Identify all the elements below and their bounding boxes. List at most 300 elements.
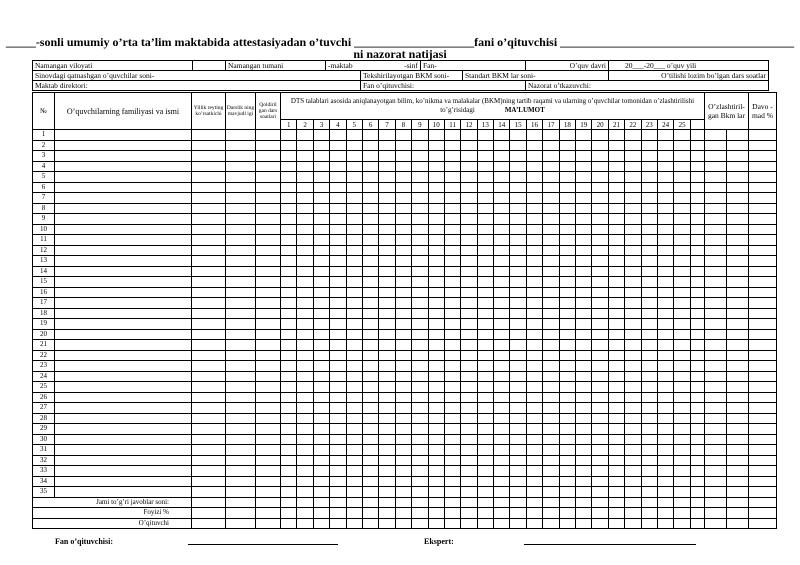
- entry-cell[interactable]: [576, 203, 592, 214]
- entry-cell[interactable]: [330, 487, 346, 498]
- entry-cell[interactable]: [625, 403, 641, 414]
- entry-cell[interactable]: [494, 172, 510, 183]
- entry-cell[interactable]: [543, 476, 559, 487]
- entry-cell[interactable]: [428, 151, 444, 162]
- entry-cell[interactable]: [412, 256, 428, 267]
- entry-cell[interactable]: [362, 487, 378, 498]
- entry-cell[interactable]: [559, 350, 575, 361]
- entry-cell[interactable]: [281, 266, 297, 277]
- summary-cell[interactable]: [461, 518, 477, 529]
- summary-cell[interactable]: [690, 497, 704, 508]
- entry-cell[interactable]: [313, 308, 329, 319]
- entry-cell[interactable]: [576, 287, 592, 298]
- entry-cell[interactable]: [297, 308, 313, 319]
- entry-cell[interactable]: [625, 287, 641, 298]
- entry-cell[interactable]: [510, 203, 526, 214]
- entry-cell[interactable]: [641, 308, 657, 319]
- entry-cell[interactable]: [657, 214, 673, 225]
- entry-cell[interactable]: [559, 382, 575, 393]
- entry-cell[interactable]: [494, 308, 510, 319]
- entry-cell[interactable]: [330, 266, 346, 277]
- summary-cell[interactable]: [526, 497, 542, 508]
- entry-cell[interactable]: [748, 350, 776, 361]
- entry-cell[interactable]: [444, 371, 460, 382]
- entry-cell[interactable]: [256, 161, 281, 172]
- entry-cell[interactable]: [726, 455, 748, 466]
- entry-cell[interactable]: [526, 319, 542, 330]
- entry-cell[interactable]: [226, 172, 256, 183]
- entry-cell[interactable]: [526, 161, 542, 172]
- summary-cell[interactable]: [704, 518, 726, 529]
- entry-cell[interactable]: [748, 140, 776, 151]
- entry-cell[interactable]: [395, 413, 411, 424]
- entry-cell[interactable]: [346, 277, 362, 288]
- entry-cell[interactable]: [192, 434, 226, 445]
- entry-cell[interactable]: [641, 277, 657, 288]
- entry-cell[interactable]: [674, 308, 690, 319]
- entry-cell[interactable]: [444, 361, 460, 372]
- entry-cell[interactable]: [330, 298, 346, 309]
- entry-cell[interactable]: [592, 434, 608, 445]
- entry-cell[interactable]: [748, 424, 776, 435]
- entry-cell[interactable]: [748, 151, 776, 162]
- entry-cell[interactable]: [281, 277, 297, 288]
- entry-cell[interactable]: [726, 203, 748, 214]
- summary-cell[interactable]: [226, 508, 256, 519]
- entry-cell[interactable]: [543, 277, 559, 288]
- entry-cell[interactable]: [330, 413, 346, 424]
- entry-cell[interactable]: [641, 319, 657, 330]
- summary-cell[interactable]: [726, 497, 748, 508]
- entry-cell[interactable]: [297, 487, 313, 498]
- entry-cell[interactable]: [412, 340, 428, 351]
- entry-cell[interactable]: [55, 172, 192, 183]
- entry-cell[interactable]: [543, 487, 559, 498]
- entry-cell[interactable]: [592, 476, 608, 487]
- entry-cell[interactable]: [748, 319, 776, 330]
- entry-cell[interactable]: [748, 193, 776, 204]
- entry-cell[interactable]: [362, 224, 378, 235]
- entry-cell[interactable]: [444, 340, 460, 351]
- entry-cell[interactable]: [428, 455, 444, 466]
- entry-cell[interactable]: [346, 308, 362, 319]
- entry-cell[interactable]: [592, 224, 608, 235]
- entry-cell[interactable]: [543, 245, 559, 256]
- entry-cell[interactable]: [641, 193, 657, 204]
- entry-cell[interactable]: [379, 403, 395, 414]
- summary-cell[interactable]: [592, 497, 608, 508]
- entry-cell[interactable]: [625, 434, 641, 445]
- entry-cell[interactable]: [657, 445, 673, 456]
- entry-cell[interactable]: [690, 350, 704, 361]
- entry-cell[interactable]: [346, 392, 362, 403]
- entry-cell[interactable]: [55, 298, 192, 309]
- summary-cell[interactable]: [461, 508, 477, 519]
- entry-cell[interactable]: [313, 182, 329, 193]
- entry-cell[interactable]: [674, 340, 690, 351]
- entry-cell[interactable]: [256, 329, 281, 340]
- entry-cell[interactable]: [428, 382, 444, 393]
- entry-cell[interactable]: [330, 319, 346, 330]
- summary-cell[interactable]: [395, 508, 411, 519]
- entry-cell[interactable]: [297, 382, 313, 393]
- entry-cell[interactable]: [559, 161, 575, 172]
- entry-cell[interactable]: [428, 413, 444, 424]
- summary-cell[interactable]: [297, 518, 313, 529]
- entry-cell[interactable]: [256, 193, 281, 204]
- entry-cell[interactable]: [608, 266, 624, 277]
- entry-cell[interactable]: [297, 130, 313, 141]
- entry-cell[interactable]: [559, 487, 575, 498]
- entry-cell[interactable]: [576, 151, 592, 162]
- entry-cell[interactable]: [559, 203, 575, 214]
- entry-cell[interactable]: [412, 203, 428, 214]
- entry-cell[interactable]: [543, 455, 559, 466]
- entry-cell[interactable]: [494, 298, 510, 309]
- entry-cell[interactable]: [395, 298, 411, 309]
- summary-cell[interactable]: [674, 508, 690, 519]
- entry-cell[interactable]: [379, 434, 395, 445]
- summary-cell[interactable]: [559, 497, 575, 508]
- entry-cell[interactable]: [641, 140, 657, 151]
- entry-cell[interactable]: [704, 266, 726, 277]
- entry-cell[interactable]: [281, 203, 297, 214]
- entry-cell[interactable]: [494, 319, 510, 330]
- entry-cell[interactable]: [510, 193, 526, 204]
- entry-cell[interactable]: [592, 130, 608, 141]
- entry-cell[interactable]: [346, 455, 362, 466]
- entry-cell[interactable]: [494, 382, 510, 393]
- entry-cell[interactable]: [657, 434, 673, 445]
- entry-cell[interactable]: [674, 319, 690, 330]
- entry-cell[interactable]: [726, 214, 748, 225]
- entry-cell[interactable]: [690, 298, 704, 309]
- entry-cell[interactable]: [526, 193, 542, 204]
- entry-cell[interactable]: [313, 371, 329, 382]
- entry-cell[interactable]: [346, 193, 362, 204]
- entry-cell[interactable]: [428, 214, 444, 225]
- entry-cell[interactable]: [256, 466, 281, 477]
- entry-cell[interactable]: [510, 140, 526, 151]
- entry-cell[interactable]: [297, 340, 313, 351]
- entry-cell[interactable]: [657, 161, 673, 172]
- entry-cell[interactable]: [330, 235, 346, 246]
- entry-cell[interactable]: [526, 340, 542, 351]
- entry-cell[interactable]: [494, 455, 510, 466]
- entry-cell[interactable]: [510, 413, 526, 424]
- entry-cell[interactable]: [494, 266, 510, 277]
- entry-cell[interactable]: [510, 476, 526, 487]
- entry-cell[interactable]: [625, 214, 641, 225]
- entry-cell[interactable]: [226, 466, 256, 477]
- entry-cell[interactable]: [362, 308, 378, 319]
- entry-cell[interactable]: [281, 140, 297, 151]
- entry-cell[interactable]: [461, 287, 477, 298]
- entry-cell[interactable]: [477, 434, 493, 445]
- entry-cell[interactable]: [704, 487, 726, 498]
- entry-cell[interactable]: [559, 445, 575, 456]
- entry-cell[interactable]: [395, 193, 411, 204]
- entry-cell[interactable]: [657, 403, 673, 414]
- entry-cell[interactable]: [477, 361, 493, 372]
- entry-cell[interactable]: [428, 161, 444, 172]
- entry-cell[interactable]: [330, 434, 346, 445]
- entry-cell[interactable]: [704, 203, 726, 214]
- summary-cell[interactable]: [559, 508, 575, 519]
- entry-cell[interactable]: [748, 182, 776, 193]
- entry-cell[interactable]: [592, 403, 608, 414]
- entry-cell[interactable]: [543, 224, 559, 235]
- entry-cell[interactable]: [256, 487, 281, 498]
- entry-cell[interactable]: [608, 203, 624, 214]
- entry-cell[interactable]: [704, 140, 726, 151]
- entry-cell[interactable]: [543, 182, 559, 193]
- entry-cell[interactable]: [592, 140, 608, 151]
- entry-cell[interactable]: [592, 371, 608, 382]
- summary-cell[interactable]: [576, 508, 592, 519]
- entry-cell[interactable]: [281, 256, 297, 267]
- entry-cell[interactable]: [510, 466, 526, 477]
- summary-cell[interactable]: [608, 508, 624, 519]
- entry-cell[interactable]: [461, 277, 477, 288]
- entry-cell[interactable]: [313, 298, 329, 309]
- entry-cell[interactable]: [346, 214, 362, 225]
- entry-cell[interactable]: [690, 140, 704, 151]
- entry-cell[interactable]: [444, 151, 460, 162]
- entry-cell[interactable]: [543, 445, 559, 456]
- entry-cell[interactable]: [477, 382, 493, 393]
- entry-cell[interactable]: [526, 455, 542, 466]
- summary-cell[interactable]: [510, 508, 526, 519]
- entry-cell[interactable]: [510, 214, 526, 225]
- summary-cell[interactable]: [526, 508, 542, 519]
- entry-cell[interactable]: [379, 413, 395, 424]
- entry-cell[interactable]: [444, 445, 460, 456]
- entry-cell[interactable]: [362, 392, 378, 403]
- entry-cell[interactable]: [281, 350, 297, 361]
- entry-cell[interactable]: [313, 403, 329, 414]
- entry-cell[interactable]: [226, 413, 256, 424]
- entry-cell[interactable]: [657, 466, 673, 477]
- entry-cell[interactable]: [690, 361, 704, 372]
- entry-cell[interactable]: [226, 424, 256, 435]
- entry-cell[interactable]: [362, 413, 378, 424]
- entry-cell[interactable]: [281, 371, 297, 382]
- entry-cell[interactable]: [494, 130, 510, 141]
- entry-cell[interactable]: [395, 182, 411, 193]
- entry-cell[interactable]: [412, 445, 428, 456]
- entry-cell[interactable]: [346, 434, 362, 445]
- entry-cell[interactable]: [330, 140, 346, 151]
- entry-cell[interactable]: [641, 298, 657, 309]
- entry-cell[interactable]: [412, 161, 428, 172]
- summary-cell[interactable]: [510, 497, 526, 508]
- summary-cell[interactable]: [576, 518, 592, 529]
- entry-cell[interactable]: [748, 476, 776, 487]
- entry-cell[interactable]: [444, 382, 460, 393]
- entry-cell[interactable]: [192, 224, 226, 235]
- entry-cell[interactable]: [412, 371, 428, 382]
- entry-cell[interactable]: [559, 151, 575, 162]
- entry-cell[interactable]: [55, 277, 192, 288]
- entry-cell[interactable]: [625, 340, 641, 351]
- entry-cell[interactable]: [510, 434, 526, 445]
- entry-cell[interactable]: [461, 151, 477, 162]
- entry-cell[interactable]: [625, 445, 641, 456]
- entry-cell[interactable]: [477, 371, 493, 382]
- entry-cell[interactable]: [330, 350, 346, 361]
- entry-cell[interactable]: [346, 203, 362, 214]
- entry-cell[interactable]: [313, 193, 329, 204]
- entry-cell[interactable]: [494, 151, 510, 162]
- entry-cell[interactable]: [510, 287, 526, 298]
- entry-cell[interactable]: [444, 413, 460, 424]
- entry-cell[interactable]: [494, 392, 510, 403]
- entry-cell[interactable]: [510, 266, 526, 277]
- entry-cell[interactable]: [625, 266, 641, 277]
- entry-cell[interactable]: [608, 151, 624, 162]
- entry-cell[interactable]: [559, 214, 575, 225]
- entry-cell[interactable]: [726, 371, 748, 382]
- entry-cell[interactable]: [477, 224, 493, 235]
- entry-cell[interactable]: [297, 140, 313, 151]
- entry-cell[interactable]: [281, 455, 297, 466]
- entry-cell[interactable]: [461, 350, 477, 361]
- entry-cell[interactable]: [576, 466, 592, 477]
- entry-cell[interactable]: [55, 361, 192, 372]
- entry-cell[interactable]: [297, 277, 313, 288]
- entry-cell[interactable]: [55, 193, 192, 204]
- entry-cell[interactable]: [690, 308, 704, 319]
- entry-cell[interactable]: [657, 487, 673, 498]
- entry-cell[interactable]: [428, 193, 444, 204]
- entry-cell[interactable]: [192, 193, 226, 204]
- entry-cell[interactable]: [412, 466, 428, 477]
- entry-cell[interactable]: [412, 487, 428, 498]
- entry-cell[interactable]: [494, 161, 510, 172]
- entry-cell[interactable]: [576, 256, 592, 267]
- entry-cell[interactable]: [608, 466, 624, 477]
- entry-cell[interactable]: [379, 256, 395, 267]
- entry-cell[interactable]: [313, 455, 329, 466]
- entry-cell[interactable]: [592, 245, 608, 256]
- entry-cell[interactable]: [297, 266, 313, 277]
- entry-cell[interactable]: [559, 424, 575, 435]
- entry-cell[interactable]: [748, 413, 776, 424]
- entry-cell[interactable]: [674, 382, 690, 393]
- entry-cell[interactable]: [726, 445, 748, 456]
- entry-cell[interactable]: [608, 277, 624, 288]
- entry-cell[interactable]: [412, 361, 428, 372]
- entry-cell[interactable]: [477, 287, 493, 298]
- entry-cell[interactable]: [674, 151, 690, 162]
- entry-cell[interactable]: [55, 434, 192, 445]
- summary-cell[interactable]: [297, 508, 313, 519]
- entry-cell[interactable]: [256, 340, 281, 351]
- entry-cell[interactable]: [428, 466, 444, 477]
- entry-cell[interactable]: [657, 140, 673, 151]
- entry-cell[interactable]: [592, 308, 608, 319]
- entry-cell[interactable]: [297, 424, 313, 435]
- entry-cell[interactable]: [362, 266, 378, 277]
- entry-cell[interactable]: [444, 256, 460, 267]
- entry-cell[interactable]: [592, 392, 608, 403]
- entry-cell[interactable]: [444, 235, 460, 246]
- entry-cell[interactable]: [55, 287, 192, 298]
- entry-cell[interactable]: [726, 130, 748, 141]
- entry-cell[interactable]: [395, 466, 411, 477]
- entry-cell[interactable]: [412, 287, 428, 298]
- entry-cell[interactable]: [55, 235, 192, 246]
- entry-cell[interactable]: [477, 235, 493, 246]
- entry-cell[interactable]: [674, 455, 690, 466]
- entry-cell[interactable]: [444, 245, 460, 256]
- entry-cell[interactable]: [592, 424, 608, 435]
- entry-cell[interactable]: [625, 392, 641, 403]
- entry-cell[interactable]: [576, 350, 592, 361]
- entry-cell[interactable]: [428, 277, 444, 288]
- entry-cell[interactable]: [726, 140, 748, 151]
- entry-cell[interactable]: [510, 424, 526, 435]
- entry-cell[interactable]: [526, 403, 542, 414]
- entry-cell[interactable]: [461, 130, 477, 141]
- entry-cell[interactable]: [461, 182, 477, 193]
- entry-cell[interactable]: [543, 151, 559, 162]
- entry-cell[interactable]: [346, 382, 362, 393]
- entry-cell[interactable]: [313, 466, 329, 477]
- entry-cell[interactable]: [379, 329, 395, 340]
- entry-cell[interactable]: [428, 319, 444, 330]
- entry-cell[interactable]: [559, 329, 575, 340]
- entry-cell[interactable]: [362, 256, 378, 267]
- entry-cell[interactable]: [576, 361, 592, 372]
- entry-cell[interactable]: [608, 329, 624, 340]
- summary-cell[interactable]: [625, 508, 641, 519]
- entry-cell[interactable]: [704, 466, 726, 477]
- entry-cell[interactable]: [55, 382, 192, 393]
- entry-cell[interactable]: [192, 161, 226, 172]
- entry-cell[interactable]: [330, 256, 346, 267]
- entry-cell[interactable]: [674, 235, 690, 246]
- entry-cell[interactable]: [412, 182, 428, 193]
- entry-cell[interactable]: [362, 203, 378, 214]
- entry-cell[interactable]: [641, 287, 657, 298]
- entry-cell[interactable]: [576, 455, 592, 466]
- entry-cell[interactable]: [226, 382, 256, 393]
- entry-cell[interactable]: [362, 434, 378, 445]
- entry-cell[interactable]: [592, 203, 608, 214]
- entry-cell[interactable]: [526, 371, 542, 382]
- summary-cell[interactable]: [748, 508, 776, 519]
- entry-cell[interactable]: [592, 277, 608, 288]
- entry-cell[interactable]: [543, 319, 559, 330]
- summary-cell[interactable]: [346, 518, 362, 529]
- entry-cell[interactable]: [704, 319, 726, 330]
- entry-cell[interactable]: [412, 130, 428, 141]
- entry-cell[interactable]: [576, 298, 592, 309]
- entry-cell[interactable]: [281, 298, 297, 309]
- entry-cell[interactable]: [641, 340, 657, 351]
- entry-cell[interactable]: [55, 140, 192, 151]
- entry-cell[interactable]: [412, 193, 428, 204]
- entry-cell[interactable]: [510, 151, 526, 162]
- summary-cell[interactable]: [313, 497, 329, 508]
- entry-cell[interactable]: [346, 424, 362, 435]
- entry-cell[interactable]: [281, 182, 297, 193]
- entry-cell[interactable]: [726, 361, 748, 372]
- entry-cell[interactable]: [674, 130, 690, 141]
- entry-cell[interactable]: [608, 235, 624, 246]
